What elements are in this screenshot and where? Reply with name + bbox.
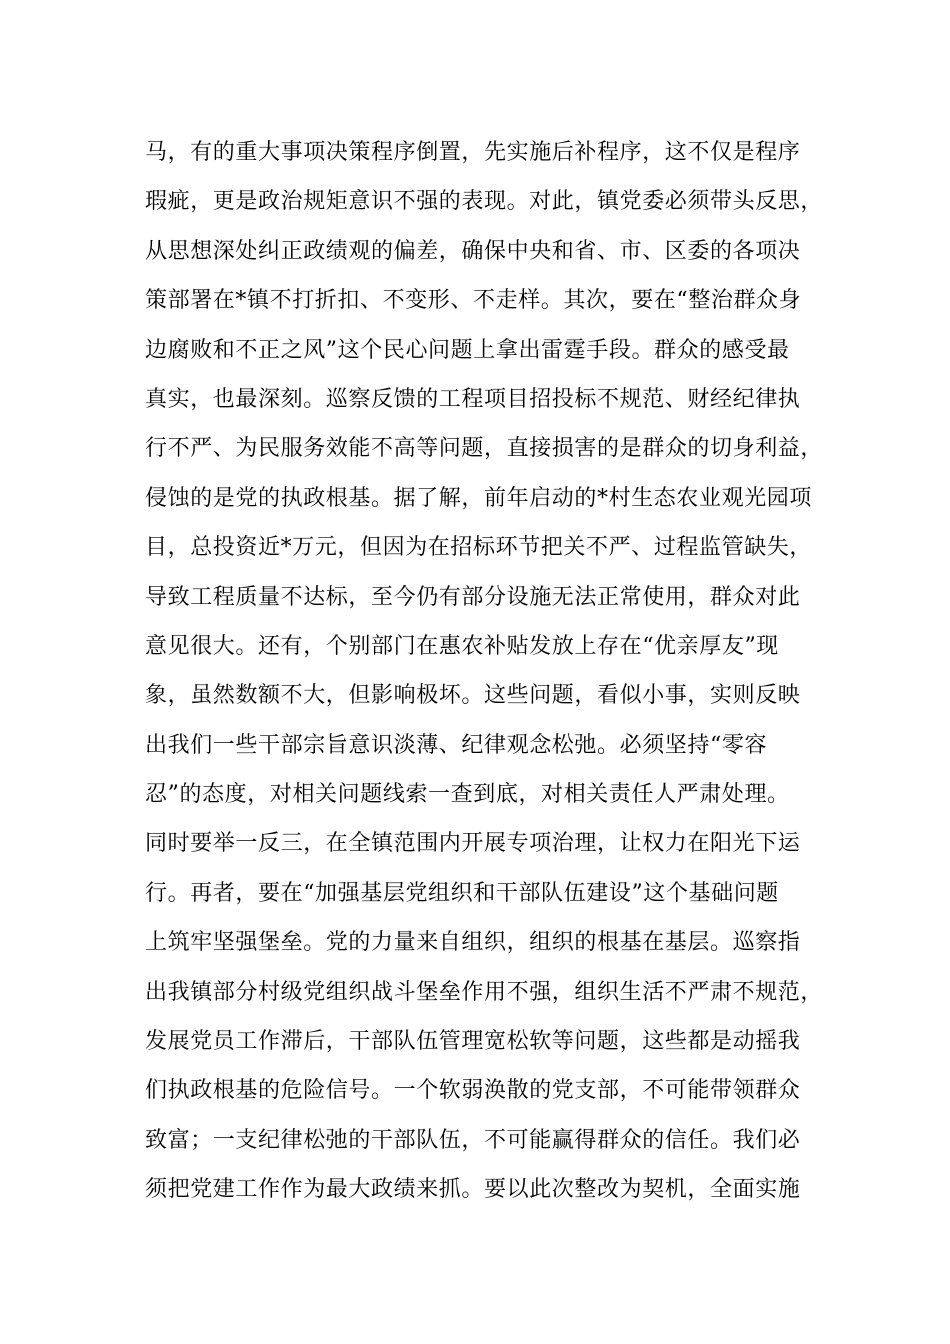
text-line: 致富；一支纪律松弛的干部队伍，不可能赢得群众的信任。我们必: [145, 1127, 801, 1153]
text-line: 同时要举一反三，在全镇范围内开展专项治理，让权力在阳光下运: [145, 831, 801, 857]
text-line: 上筑牢坚强堡垒。党的力量来自组织，组织的根基在基层。巡察指: [145, 930, 801, 956]
text-line: 们执政根基的危险信号。一个软弱涣散的党支部，不可能带领群众: [145, 1078, 801, 1104]
text-line: 导致工程质量不达标，至今仍有部分设施无法正常使用，群众对此: [145, 584, 801, 610]
text-line: 边腐败和不正之风”这个民心问题上拿出雷霆手段。群众的感受最: [145, 337, 790, 363]
text-line: 策部署在*镇不打折扣、不变形、不走样。其次，要在“整治群众身: [145, 288, 802, 314]
text-line: 须把党建工作作为最大政绩来抓。要以此次整改为契机，全面实施: [145, 1177, 801, 1203]
text-line: 出我们一些干部宗旨意识淡薄、纪律观念松弛。必须坚持“零容: [145, 732, 768, 758]
text-line: 出我镇部分村级党组织战斗堡垒作用不强，组织生活不严肃不规范，: [145, 979, 824, 1005]
text-line: 发展党员工作滞后，干部队伍管理宽松软等问题，这些都是动摇我: [145, 1029, 801, 1055]
text-line: 真实，也最深刻。巡察反馈的工程项目招投标不规范、财经纪律执: [145, 386, 801, 412]
text-line: 目，总投资近*万元，但因为在招标环节把关不严、过程监管缺失，: [145, 535, 813, 561]
body-text: [145, 128, 835, 1215]
text-line: 侵蚀的是党的执政根基。据了解，前年启动的*村生态农业观光园项: [145, 485, 813, 511]
text-line: 瑕疵，更是政治规矩意识不强的表现。对此，镇党委必须带头反思，: [145, 189, 824, 215]
text-line: 行不严、为民服务效能不高等问题，直接损害的是群众的切身利益，: [145, 436, 824, 462]
text-line: 意见很大。还有，个别部门在惠农补贴发放上存在“优亲厚友”现: [145, 633, 779, 659]
text-line: 忍”的态度，对相关问题线索一查到底，对相关责任人严肃处理。: [145, 782, 790, 808]
text-line: 象，虽然数额不大，但影响极坏。这些问题，看似小事，实则反映: [145, 683, 801, 709]
text-line: 行。再者，要在“加强基层党组织和干部队伍建设”这个基础问题: [145, 880, 779, 906]
text-line: 从思想深处纠正政绩观的偏差，确保中央和省、市、区委的各项决: [145, 238, 801, 264]
text-line: 马，有的重大事项决策程序倒置，先实施后补程序，这不仅是程序: [145, 140, 801, 165]
